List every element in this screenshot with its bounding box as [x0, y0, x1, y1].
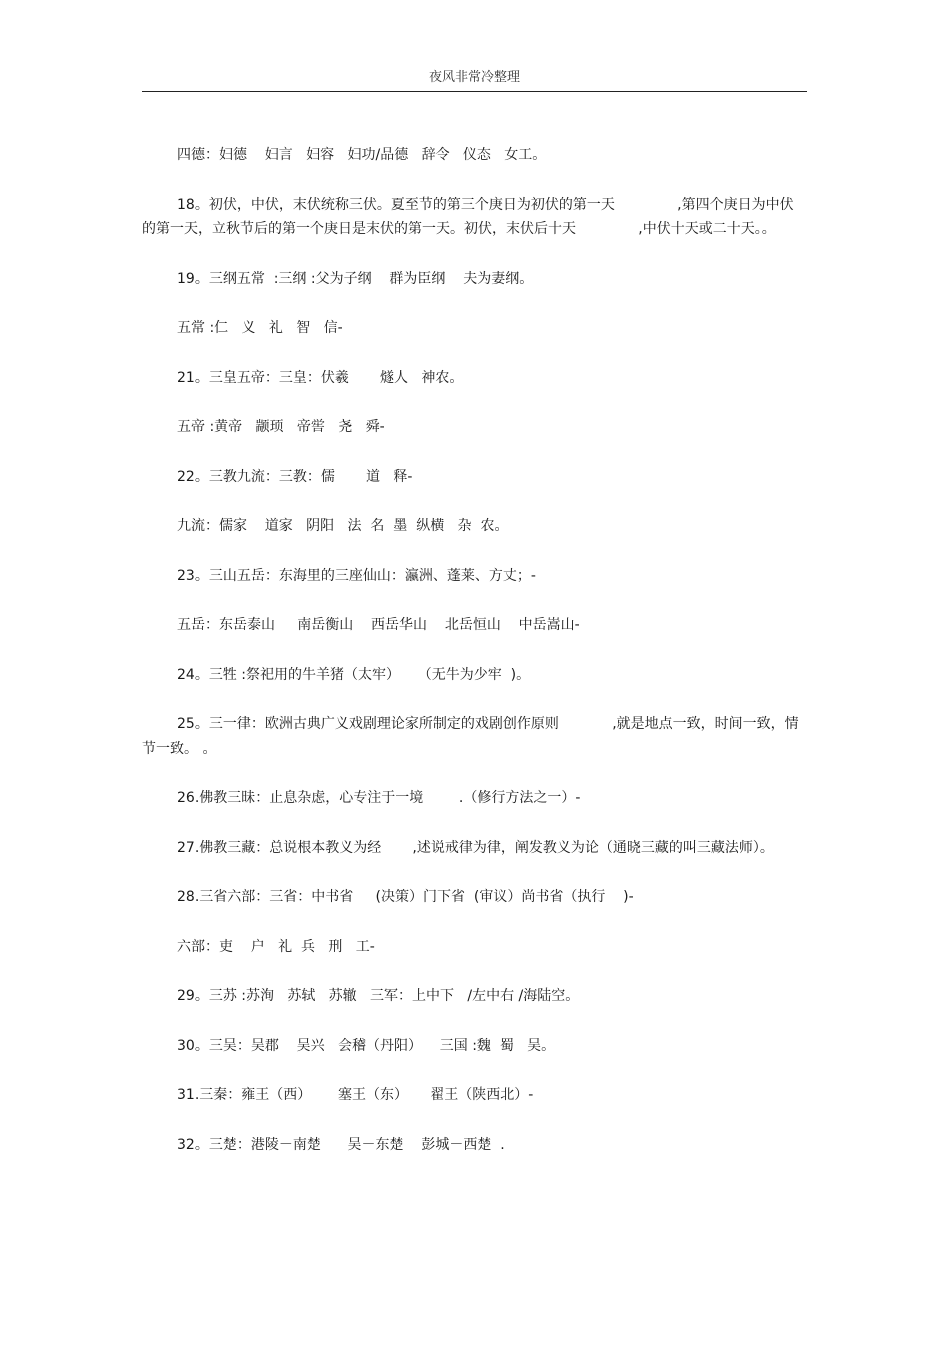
paragraph-22-three-teachings: 22。三教九流：三教：儒 道 释- — [177, 468, 413, 485]
paragraph-27-tripitaka: 27.佛教三藏：总说根本教义为经 ,述说戒律为律，阐发教义为论（通晓三藏的叫三藏法师）。 — [177, 839, 774, 856]
paragraph-five-peaks: 五岳：东岳泰山 南岳衡山 西岳华山 北岳恒山 中岳嵩山- — [177, 617, 580, 633]
header-divider — [142, 91, 807, 92]
paragraph-18-three-fu: 18。初伏，中伏，末伏统称三伏。夏至节的第三个庚日为初伏的第一天 ,第四个庚日为中伏的第一天，立秋节后的第一个庚日是末伏的第一天。初伏，末伏后十天 ,中伏十天或二十天。。 — [142, 196, 794, 237]
paragraph-25-three-unities: 25。三一律：欧洲古典广义戏剧理论家所制定的戏剧创作原则 ,就是地点一致，时间一致，情节一致。 。 — [142, 716, 799, 757]
paragraph-28-three-departments: 28.三省六部：三省：中书省 (决策）门下省 (审议）尚书省（执行 )- — [177, 889, 634, 905]
paragraph-29-three-su: 29。三苏 :苏洵 苏轼 苏辙 三军：上中下 /左中右 /海陆空。 — [177, 988, 580, 1004]
paragraph-four-virtues: 四德：妇德 妇言 妇容 妇功/品德 辞令 仪态 女工。 — [177, 147, 547, 163]
paragraph-six-ministries: 六部：吏 户 礼 兵 刑 工- — [177, 938, 375, 955]
paragraph-31-three-qin: 31.三秦：雍王（西） 塞王（东） 翟王（陕西北）- — [177, 1087, 534, 1103]
paragraph-26-samadhi: 26.佛教三昧：止息杂虑，心专注于一境 .（修行方法之一）- — [177, 790, 581, 806]
page-header: 夜风非常冷整理 — [428, 70, 520, 85]
document-body — [142, 143, 807, 1157]
paragraph-21-three-sovereigns: 21。三皇五帝：三皇：伏羲 燧人 神农。 — [177, 369, 464, 386]
paragraph-24-three-sacrifices: 24。三牲 :祭祀用的牛羊猪（太牢） （无牛为少牢 )。 — [177, 666, 531, 683]
paragraph-nine-schools: 九流：儒家 道家 阴阳 法 名 墨 纵横 杂 农。 — [177, 518, 509, 534]
paragraph-23-three-mountains: 23。三山五岳：东海里的三座仙山：瀛洲、蓬莱、方丈；- — [177, 567, 536, 584]
paragraph-19-three-bonds: 19。三纲五常 :三纲 :父为子纲 群为臣纲 夫为妻纲。 — [177, 270, 534, 287]
paragraph-five-constants: 五常 :仁 义 礼 智 信- — [177, 320, 343, 336]
paragraph-32-three-chu: 32。三楚：港陵－南楚 吴－东楚 彭城－西楚 . — [177, 1136, 505, 1153]
paragraph-30-three-wu: 30。三吴：吴郡 吴兴 会稽（丹阳） 三国 :魏 蜀 吴。 — [177, 1037, 556, 1054]
paragraph-five-emperors: 五帝 :黄帝 颛顼 帝喾 尧 舜- — [177, 419, 385, 435]
